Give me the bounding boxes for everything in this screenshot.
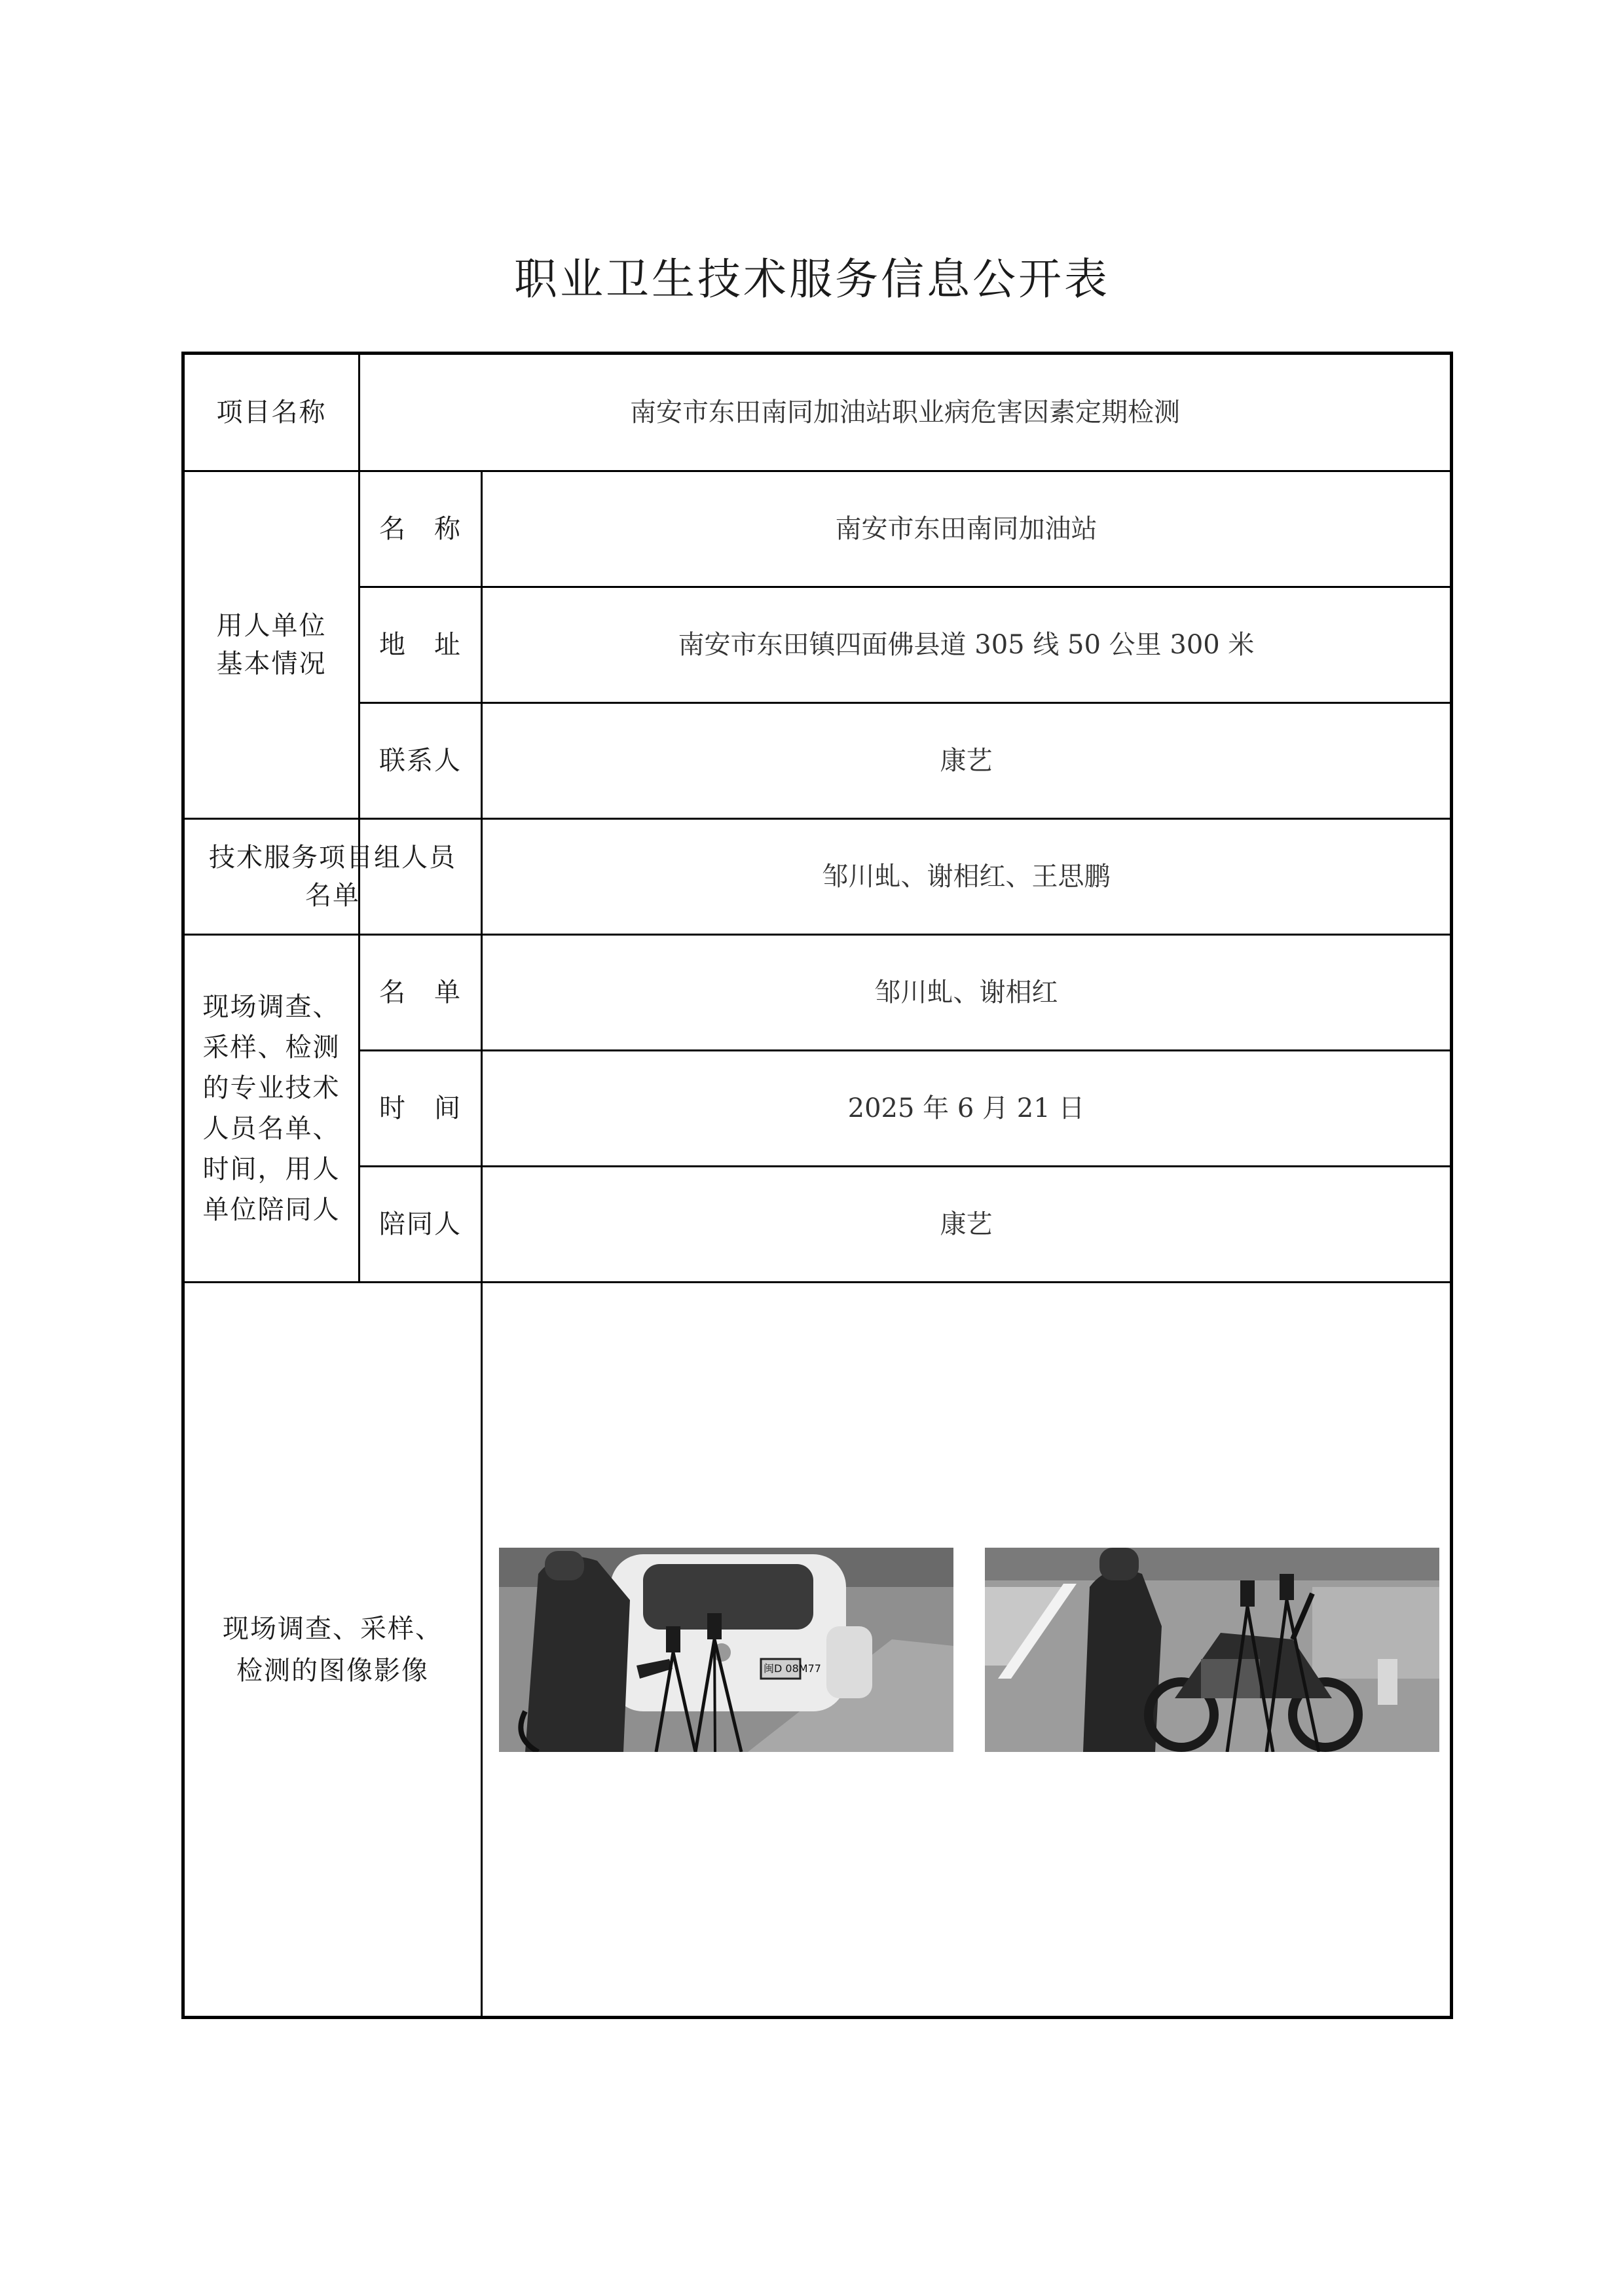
employer-address-value: 南安市东田镇四面佛县道 305 线 50 公里 300 米 xyxy=(678,630,1255,660)
employer-info-label: 用人单位基本情况 xyxy=(216,611,327,679)
project-name-value: 南安市东田南同加油站职业病危害因素定期检测 xyxy=(630,397,1180,428)
employer-contact-label: 联系人 xyxy=(379,746,462,776)
employer-name-value: 南安市东田南同加油站 xyxy=(835,514,1098,544)
images-label: 现场调查、采样、检测的图像影像 xyxy=(223,1613,443,1686)
onsite-list-label: 名 单 xyxy=(379,977,462,1008)
team-label: 技术服务项目组人员名单 xyxy=(209,843,456,911)
onsite-time-label: 时 间 xyxy=(379,1093,462,1123)
page-title: 职业卫生技术服务信息公开表 xyxy=(514,254,1110,304)
license-plate-text: 闽D 08M77 xyxy=(764,1662,821,1675)
employer-address-label: 地 址 xyxy=(379,630,462,660)
onsite-escort-value: 康艺 xyxy=(940,1209,993,1239)
employer-contact-value: 康艺 xyxy=(940,746,993,776)
info-table xyxy=(181,352,1453,2019)
team-value: 邹川虬、谢相红、王思鹏 xyxy=(822,862,1111,892)
onsite-time-value: 2025 年 6 月 21 日 xyxy=(847,1093,1085,1123)
site-photo-car xyxy=(499,1548,953,1752)
onsite-list-value: 邹川虬、谢相红 xyxy=(874,977,1058,1008)
project-name-label: 项目名称 xyxy=(216,397,327,428)
onsite-escort-label: 陪同人 xyxy=(379,1209,462,1239)
employer-name-label: 名 称 xyxy=(379,514,462,544)
site-photo-motorcycle xyxy=(985,1548,1439,1752)
onsite-label: 现场调查、采样、检测的专业技术人员名单、时间，用人单位陪同人 xyxy=(202,992,341,1225)
